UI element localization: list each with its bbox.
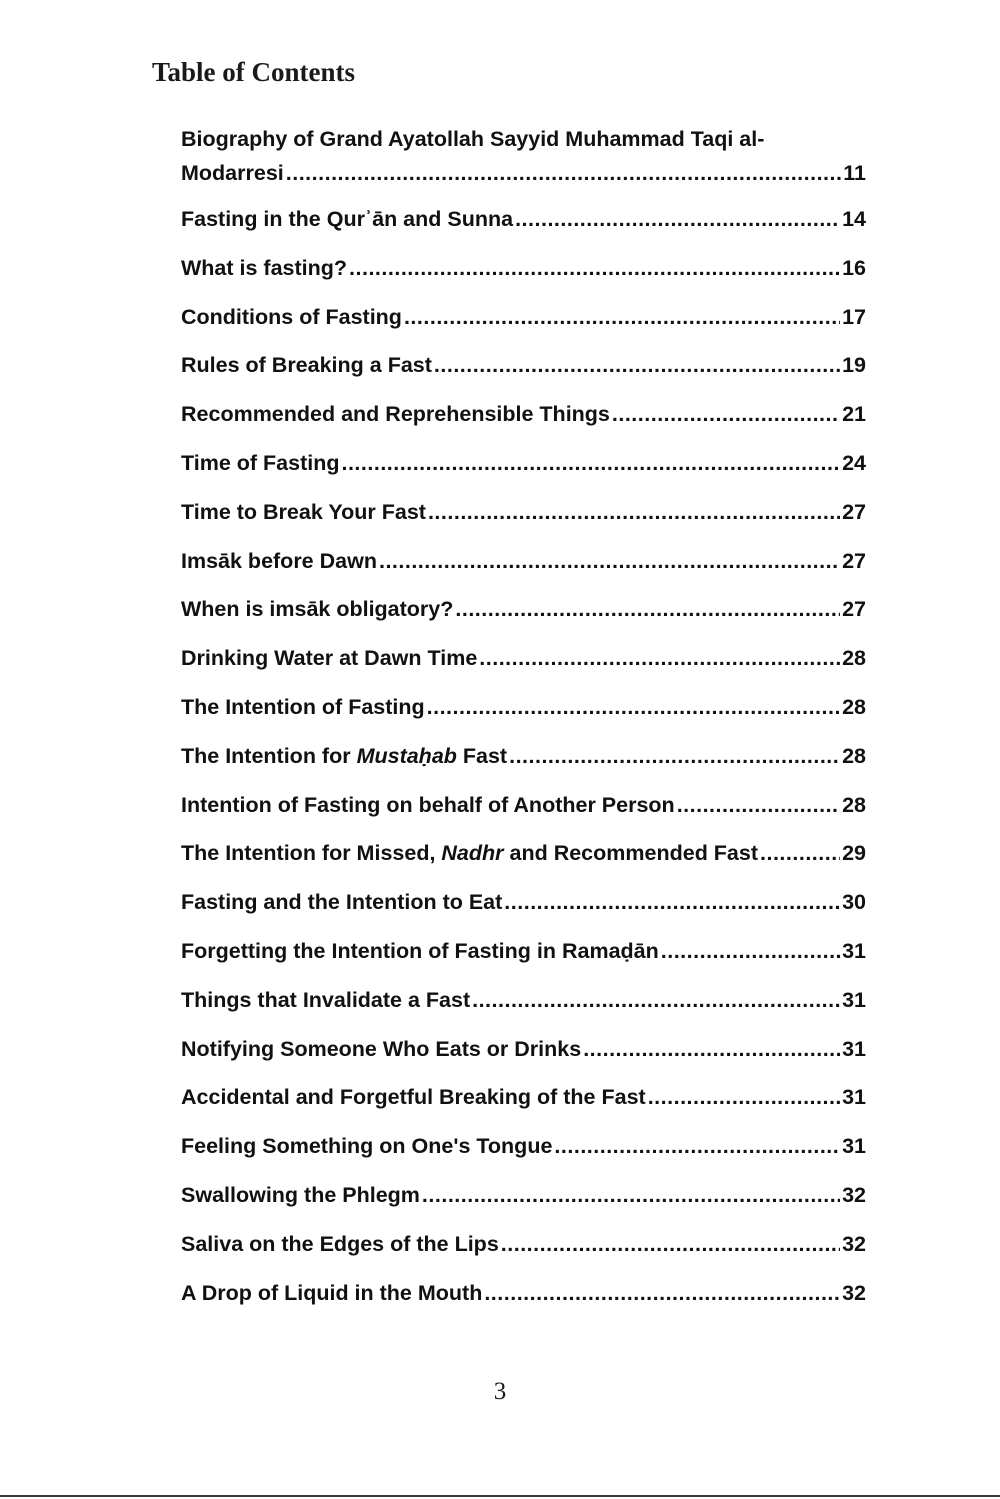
toc-entry-page: 30	[842, 890, 866, 915]
toc-entry-title: What is fasting?	[181, 255, 348, 280]
dot-leader	[612, 397, 840, 431]
toc-entry-title: Rules of Breaking a Fast	[181, 353, 432, 378]
toc-entry-page: 27	[842, 597, 866, 622]
toc-entry[interactable]	[181, 1178, 866, 1212]
dot-leader	[427, 690, 840, 724]
toc-entry[interactable]	[181, 348, 866, 382]
toc-entry-title-pre: The Intention for	[181, 743, 357, 768]
toc-entry-page: 17	[842, 304, 866, 329]
toc-entry[interactable]	[181, 983, 866, 1017]
toc-entry-title: The Intention of Fasting	[181, 694, 425, 719]
toc-entry-title: Recommended and Reprehensible Things	[181, 402, 610, 427]
toc-entry[interactable]	[181, 788, 866, 822]
dot-leader	[434, 348, 840, 382]
toc-entry-title: Time to Break Your Fast	[181, 499, 426, 524]
toc-entry-page: 16	[842, 255, 866, 280]
toc-entry-title: Accidental and Forgetful Breaking of the Fast	[181, 1085, 646, 1110]
toc-entry-page: 31	[842, 1085, 866, 1110]
toc-entry[interactable]	[181, 446, 866, 480]
dot-leader	[509, 739, 840, 773]
dot-leader	[760, 836, 840, 870]
bottom-rule	[0, 1495, 1000, 1497]
toc-entry[interactable]	[181, 300, 866, 334]
toc-entry[interactable]	[181, 592, 866, 626]
toc-entry-page: 28	[842, 646, 866, 671]
toc-entry-title: Conditions of Fasting	[181, 304, 402, 329]
toc-entry-page: 24	[842, 450, 866, 475]
toc-entry-title-pre: The Intention for Missed,	[181, 841, 442, 866]
toc-entry-title: Time of Fasting	[181, 450, 340, 475]
toc-entry[interactable]	[181, 1080, 866, 1114]
toc-entry-title: A Drop of Liquid in the Mouth	[181, 1280, 483, 1305]
toc-entry-page: 29	[842, 841, 866, 866]
toc-entry[interactable]	[181, 397, 866, 431]
toc-entry-title: When is imsāk obligatory?	[181, 597, 454, 622]
toc-list	[181, 122, 866, 1324]
toc-entry-title: Saliva on the Edges of the Lips	[181, 1231, 499, 1256]
toc-entry-title-italic: Nadhr	[441, 841, 504, 866]
dot-leader	[428, 495, 840, 529]
toc-entry-title-post: and Recommended Fast	[503, 841, 759, 866]
dot-leader	[515, 202, 840, 236]
toc-entry[interactable]	[181, 1129, 866, 1163]
toc-entry-page: 11	[843, 161, 866, 185]
dot-leader	[677, 788, 840, 822]
toc-entry-page: 19	[842, 353, 866, 378]
toc-entry[interactable]	[181, 495, 866, 529]
toc-entry-page: 31	[842, 1134, 866, 1159]
toc-entry[interactable]	[181, 836, 866, 870]
toc-entry-page: 27	[842, 548, 866, 573]
toc-entry-title: Drinking Water at Dawn Time	[181, 646, 478, 671]
dot-leader	[455, 592, 840, 626]
toc-entry-title: Swallowing the Phlegm	[181, 1182, 420, 1207]
toc-entry[interactable]	[181, 739, 866, 773]
dot-leader	[484, 1276, 840, 1310]
toc-entry-title: Fasting and the Intention to Eat	[181, 890, 503, 915]
toc-entry[interactable]	[181, 934, 866, 968]
dot-leader	[379, 544, 840, 578]
toc-entry[interactable]	[181, 885, 866, 919]
toc-entry-page: 28	[842, 694, 866, 719]
toc-entry-page: 31	[842, 1036, 866, 1061]
toc-entry-title: Notifying Someone Who Eats or Drinks	[181, 1036, 582, 1061]
dot-leader	[404, 300, 840, 334]
toc-entry-title: Forgetting the Intention of Fasting in Ramaḍān	[181, 938, 659, 963]
dot-leader	[583, 1032, 840, 1066]
toc-entry-title-line1: Biography of Grand Ayatollah Sayyid Muhammad Taqi al-	[181, 127, 765, 151]
toc-entry-title-post: Fast	[456, 743, 508, 768]
toc-entry-title	[181, 836, 758, 870]
toc-entry[interactable]	[181, 544, 866, 578]
toc-entry-title	[181, 739, 507, 773]
toc-entry[interactable]	[181, 1032, 866, 1066]
dot-leader	[648, 1080, 840, 1114]
toc-entry-page: 27	[842, 499, 866, 524]
page-number: 3	[493, 1378, 507, 1405]
dot-leader	[422, 1178, 840, 1212]
toc-entry-title: Modarresi	[181, 161, 284, 185]
toc-entry[interactable]	[181, 1227, 866, 1261]
dot-leader	[661, 934, 840, 968]
toc-entry-page: 21	[842, 402, 866, 427]
toc-entry-page: 32	[842, 1182, 866, 1207]
toc-entry[interactable]	[181, 641, 866, 675]
dot-leader	[504, 885, 840, 919]
toc-entry[interactable]	[181, 251, 866, 285]
toc-entry-page: 32	[842, 1280, 866, 1305]
toc-entry-title: Things that Invalidate a Fast	[181, 987, 471, 1012]
dot-leader	[286, 156, 842, 190]
toc-entry-page: 31	[842, 987, 866, 1012]
toc-entry-page: 31	[842, 938, 866, 963]
dot-leader	[341, 446, 840, 480]
toc-entry[interactable]	[181, 690, 866, 724]
dot-leader	[472, 983, 840, 1017]
toc-entry-page: 14	[842, 207, 866, 231]
toc-entry-title: Intention of Fasting on behalf of Another Person	[181, 792, 675, 817]
page-title: Table of Contents	[152, 57, 356, 87]
toc-entry-page: 28	[842, 792, 866, 817]
dot-leader	[554, 1129, 840, 1163]
toc-entry[interactable]	[181, 202, 866, 236]
dot-leader	[349, 251, 840, 285]
toc-entry[interactable]	[181, 122, 866, 190]
dot-leader	[501, 1227, 840, 1261]
toc-entry-page: 28	[842, 743, 866, 768]
toc-entry-title-italic: Mustaḥab	[356, 743, 457, 768]
dot-leader	[479, 641, 840, 675]
toc-entry[interactable]	[181, 1276, 866, 1310]
toc-entry-title: Feeling Something on One's Tongue	[181, 1134, 553, 1159]
toc-entry-page: 32	[842, 1231, 866, 1256]
toc-entry-title: Imsāk before Dawn	[181, 548, 377, 573]
toc-entry-title: Fasting in the Qurʾān and Sunna	[181, 207, 514, 231]
